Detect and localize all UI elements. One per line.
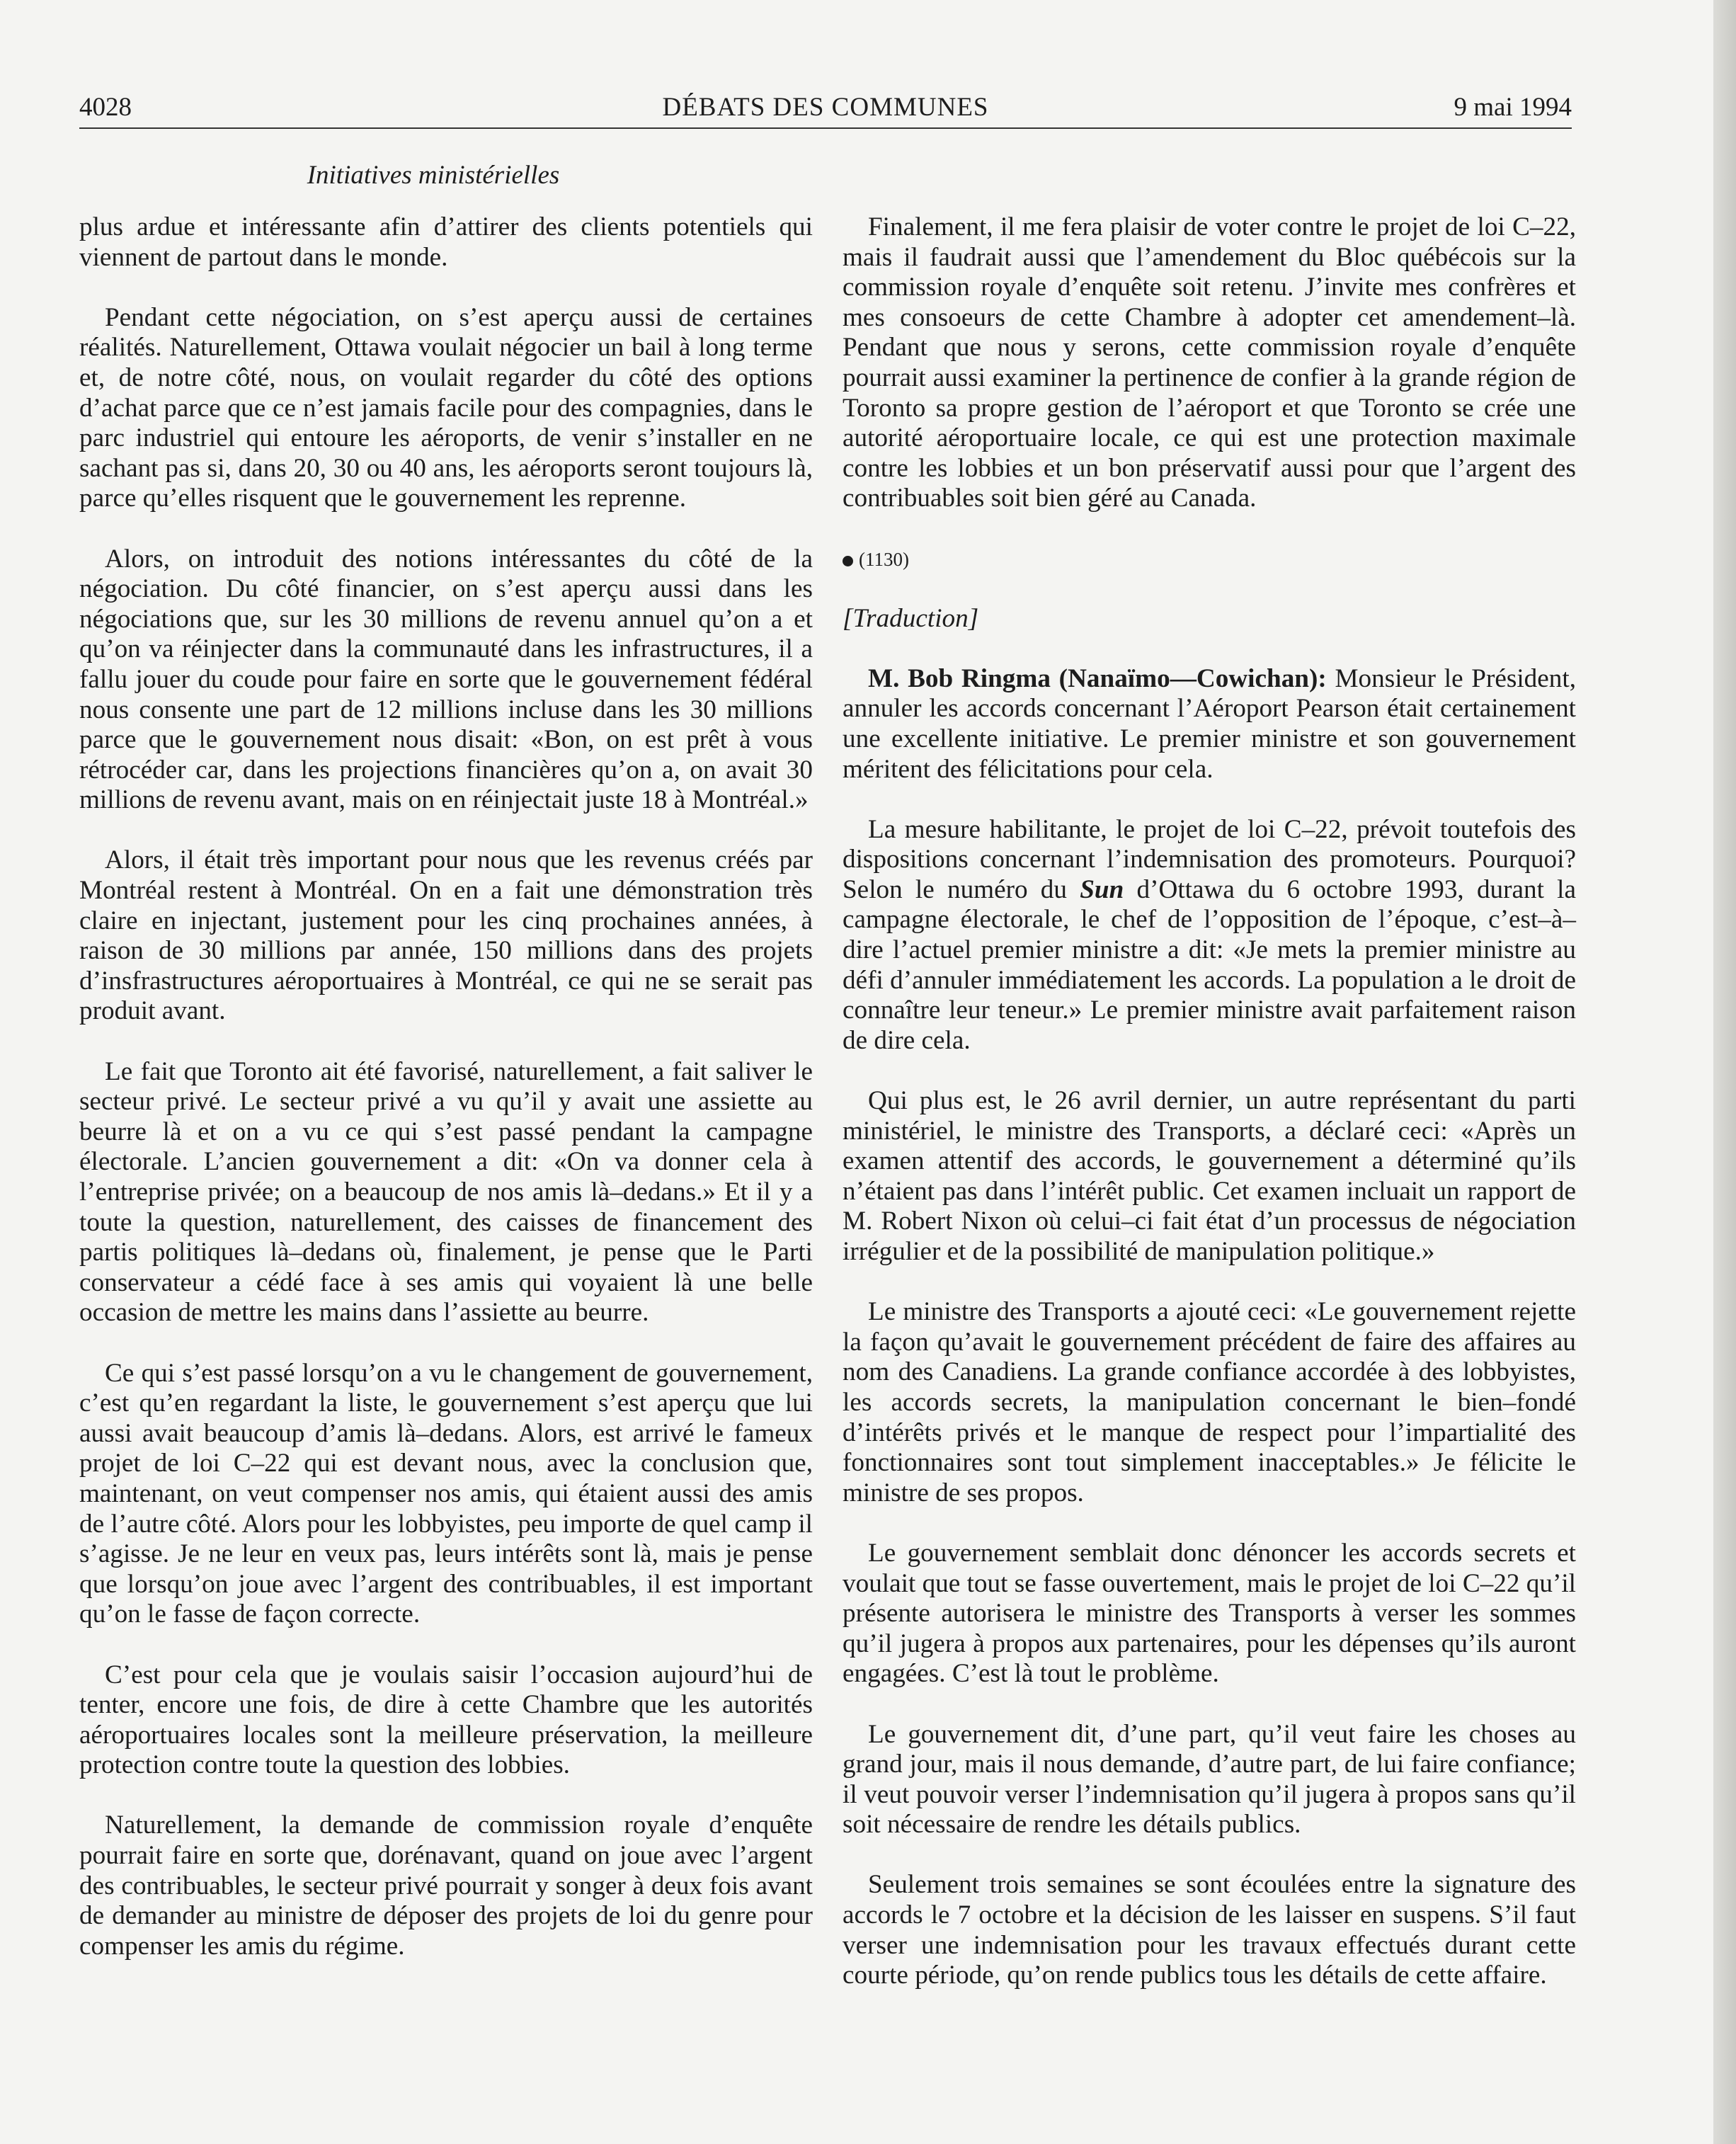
speaker-paragraph — [843, 664, 1576, 785]
translation-label: [Traduction] — [843, 603, 979, 633]
paragraph: Alors, il était très important pour nous que les revenus créés par Montréal restent à Montréal. On en a fait une démonstration très claire en injectant, justement pour les cinq prochaines années, à raison de 30 millions par année, 150 millions dans des projets d’insfrastructures aéroportuaires à Montréal, ce qui ne se serait pas produit avant. — [79, 845, 813, 1026]
time-marker — [843, 544, 1576, 574]
section-title: Initiatives ministérielles — [307, 161, 560, 190]
paragraph: Ce qui s’est passé lorsqu’on a vu le changement de gouvernement, c’est qu’en regardant la liste, le gouvernement s’est aperçu que lui aussi avait beaucoup d’amis là–dedans. Alors, est arrivé le fameux projet de loi C–22 qui est devant nous, avec la conclusion que, maintenant, on veut compenser nos amis, qui étaient aussi des amis de l’autre côté. Alors pour les lobbyistes, peu importe de quel camp il s’agisse. Je ne leur en veux pas, leurs intérêts sont là, mais je pense que lorsqu’on joue avec l’argent des contribuables, il est important qu’on le fasse de façon correcte. — [79, 1358, 813, 1629]
paragraph-text: La mesure habilitante, le projet de loi C–22, prévoit toutefois des dispositions concernant l’indemnisation des promoteurs. Pourquoi? Selon le numéro du — [843, 814, 1576, 904]
speaker-name: M. Bob Ringma (Nanaïmo—Cowichan): — [868, 663, 1327, 693]
publication-title: DÉBATS DES COMMUNES — [662, 93, 989, 122]
paragraph: Le gouvernement semblait donc dénoncer les accords secrets et voulait que tout se fasse ouvertement, mais le projet de loi C–22 qu’il présente autorisera le ministre des Transports à verser les sommes qu’il jugera à propos aux partenaires, pour les dépenses qu’ils auront engagées. C’est là tout le problème. — [843, 1538, 1576, 1689]
bullet-icon — [843, 556, 853, 566]
paragraph: Le fait que Toronto ait été favorisé, naturellement, a fait saliver le secteur privé. Le secteur privé a vu qu’il y avait une assiette au beurre là et on a vu ce qui s’est passé pendant la campagne électorale. L’ancien gouvernement a dit: «On va donner cela à l’entreprise privée; on a beaucoup de nos amis là–dedans.» Et il y a toute la question, naturellement, des caisses de financement des partis politiques là–dedans où, finalement, je pense que le Parti conservateur a cédé face à ses amis qui voyaient là une belle occasion de mettre les mains dans l’assiette au beurre. — [79, 1056, 813, 1328]
page-date: 9 mai 1994 — [1454, 93, 1572, 122]
paragraph: Naturellement, la demande de commission royale d’enquête pourrait faire en sorte que, dorénavant, quand on joue avec l’argent des contribuables, le secteur privé pourrait y songer à deux fois avant de demander au ministre de déposer des projets de loi du genre pour compenser les amis du régime. — [79, 1811, 813, 1961]
page-edge — [1713, 0, 1736, 2144]
paragraph: plus ardue et intéressante afin d’attirer des clients potentiels qui viennent de partout dans le monde. — [79, 212, 813, 272]
paragraph: Seulement trois semaines se sont écoulées entre la signature des accords le 7 octobre et la décision de les laisser en suspens. S’il faut verser une indemnisation pour les travaux effectués durant cette courte période, qu’on rende publics tous les détails de cette affaire. — [843, 1870, 1576, 1990]
right-column — [843, 212, 1576, 2021]
paragraph: C’est pour cela que je voulais saisir l’occasion aujourd’hui de tenter, encore une fois, de dire à cette Chambre que les autorités aéroportuaires locales sont la meilleure préservation, la meilleure protection contre toute la question des lobbies. — [79, 1660, 813, 1780]
paragraph: Le ministre des Transports a ajouté ceci: «Le gouvernement rejette la façon qu’avait le gouvernement précédent de faire des affaires au nom des Canadiens. La grande confiance accordée à des lobbyistes, les accords secrets, la manipulation concernant le bien–fondé d’intérêts privés et le manque de respect pour l’impartialité des fonctionnaires sont tout simplement inacceptables.» Je félicite le ministre de ses propos. — [843, 1297, 1576, 1507]
paragraph — [843, 815, 1576, 1056]
page-number: 4028 — [79, 93, 132, 122]
paragraph-text: d’Ottawa du 6 octobre 1993, durant la campagne électorale, le chef de l’opposition de l’époque, c’est–à–dire l’actuel premier ministre a dit: «Je mets la premier ministre au défi d’annuler immédiatement les accords. La population a le droit de connaître leur teneur.» Le premier ministre avait parfaitement raison de dire cela. — [843, 874, 1577, 1055]
paragraph: Le gouvernement dit, d’une part, qu’il veut faire les choses au grand jour, mais il nous demande, d’autre part, de lui faire confiance; il veut pouvoir verser l’indemnisation qu’il jugera à propos sans qu’il soit nécessaire de rendre les détails publics. — [843, 1719, 1576, 1840]
time-marker-text: (1130) — [859, 548, 909, 570]
newspaper-name: Sun — [1080, 874, 1124, 904]
page-header — [79, 89, 1572, 129]
speaker-text: Monsieur le Président, annuler les accords concernant l’Aéroport Pearson était certainement une excellente initiative. Le premier ministre et son gouvernement méritent des félicitations pour cela. — [843, 663, 1577, 784]
paragraph: Pendant cette négociation, on s’est aperçu aussi de certaines réalités. Naturellement, Ottawa voulait négocier un bail à long terme et, de notre côté, nous, on voulait regarder du côté des options d’achat parce que ce n’est jamais facile pour des compagnies, dans le parc industriel qui entoure les aéroports, de venir s’installer en ne sachant pas si, dans 20, 30 ou 40 ans, les aéroports seront toujours là, parce qu’elles risquent que le gouvernement les reprenne. — [79, 302, 813, 513]
paragraph: Finalement, il me fera plaisir de voter contre le projet de loi C–22, mais il faudrait aussi que l’amendement du Bloc québécois sur la commission royale d’enquête soit retenu. J’invite mes confrères et mes consoeurs de cette Chambre à adopter cet amendement–là. Pendant que nous y serons, cette commission royale d’enquête pourrait aussi examiner la pertinence de confier à la grande région de Toronto sa propre gestion de l’aéroport et que Toronto se crée une autorité aéroportuaire locale, ce qui est une protection maximale contre les lobbies et un bon préservatif aussi pour que l’argent des contribuables soit bien géré au Canada. — [843, 212, 1576, 513]
left-column — [79, 212, 813, 1992]
paragraph: Qui plus est, le 26 avril dernier, un autre représentant du parti ministériel, le ministre des Transports, a déclaré ceci: «Après un examen attentif des accords, le gouvernement a déterminé qu’ils n’étaient pas dans l’intérêt public. Cet examen incluait un rapport de M. Robert Nixon où celui–ci fait état d’un processus de négociation irrégulier et de la possibilité de manipulation politique.» — [843, 1086, 1576, 1266]
paragraph: Alors, on introduit des notions intéressantes du côté de la négociation. Du côté financier, on s’est aperçu aussi dans les négociations que, sur les 30 millions de revenu annuel qu’on a et qu’on va réinjecter dans la communauté dans les infrastructures, il a fallu jouer du coude pour faire en sorte que le gouvernement fédéral nous consente une part de 12 millions incluse dans les 30 millions parce que le gouvernement nous disait: «Bon, on est prêt à vous rétrocéder car, dans les projections financières qu’on a, on avait 30 millions de revenu avant, mais on en réinjectait juste 18 à Montréal.» — [79, 544, 813, 815]
